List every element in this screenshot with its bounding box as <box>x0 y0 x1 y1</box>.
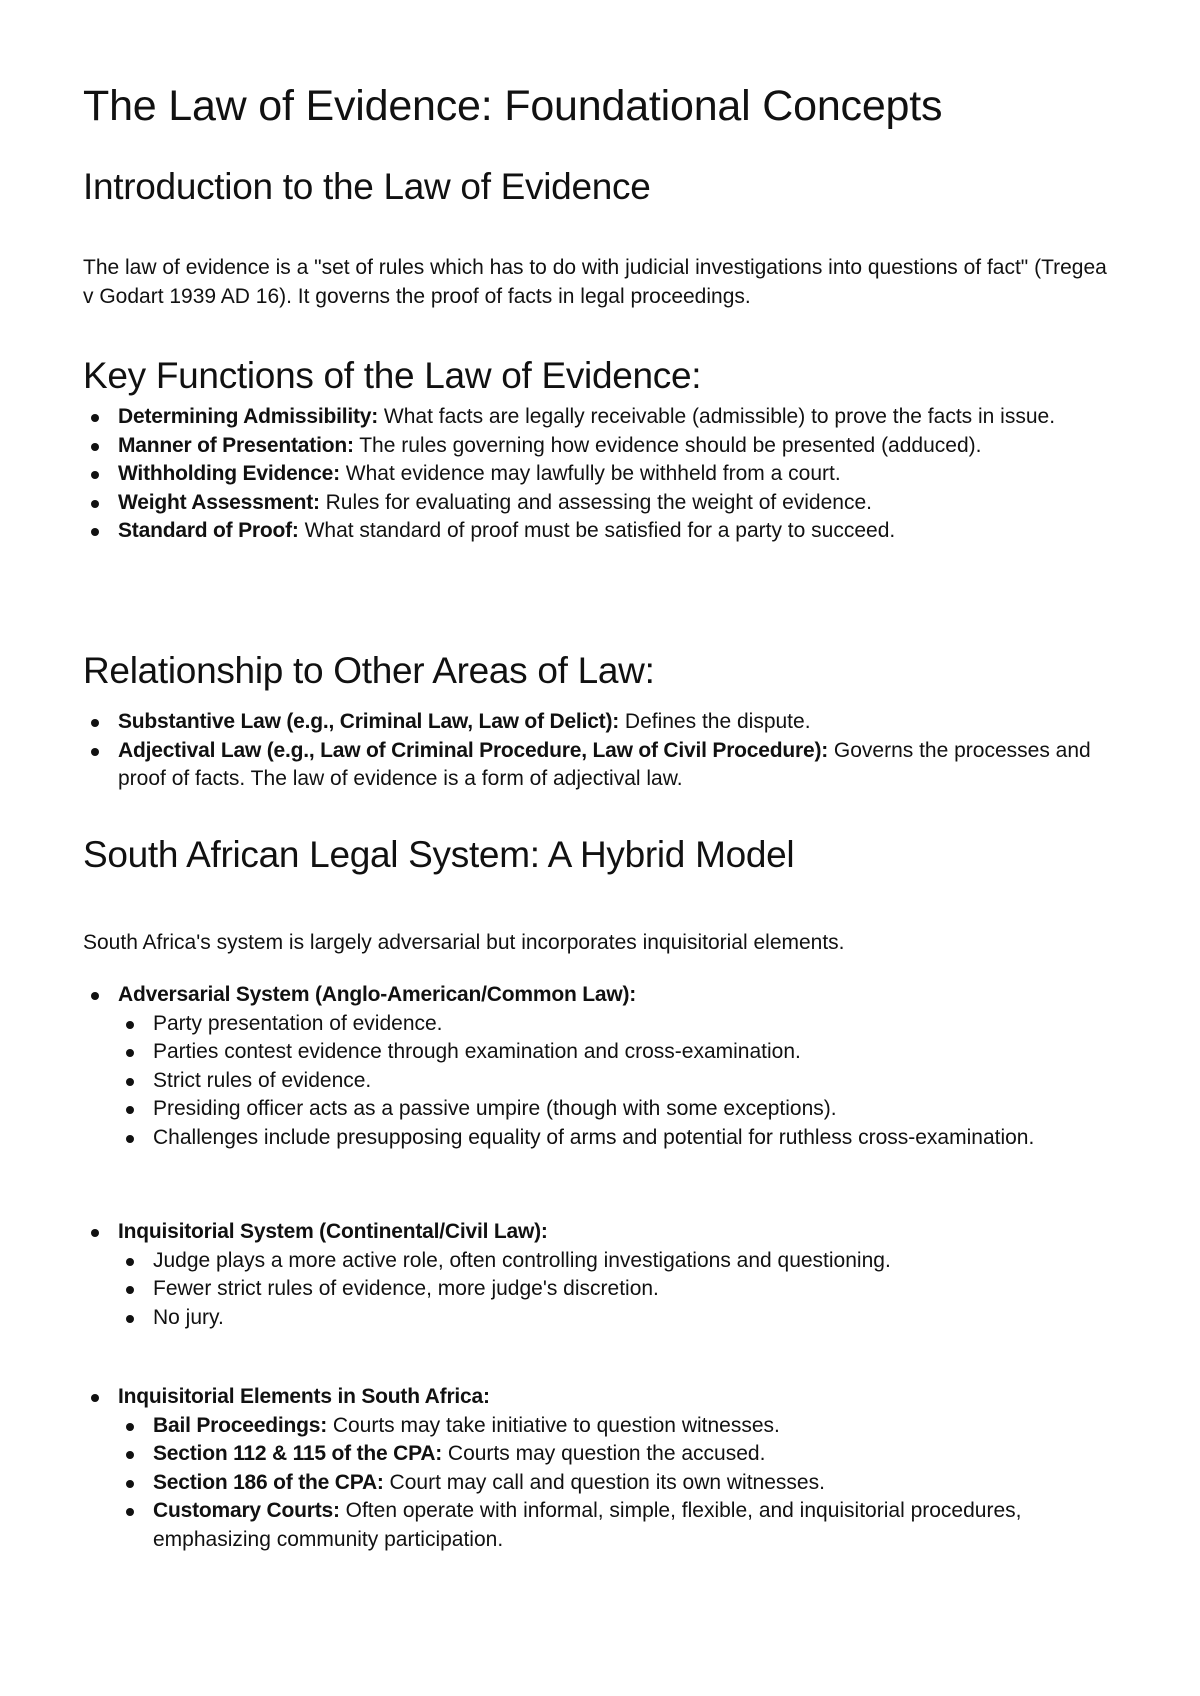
sublist-item: Parties contest evidence through examination and cross-examination. <box>118 1038 1133 1067</box>
adversarial-sublist <box>118 1010 1133 1153</box>
sublist-item <box>118 1412 1133 1441</box>
sublist-item-text: Often operate with informal, simple, flexible, and inquisitorial procedures, emphasizing community participation. <box>153 1499 1022 1551</box>
sublist-item-term: Bail Proceedings: <box>153 1413 327 1437</box>
section-heading-relationship: Relationship to Other Areas of Law: <box>83 650 655 691</box>
list-item <box>83 708 1133 737</box>
list-item-term: Substantive Law (e.g., Criminal Law, Law of Delict): <box>118 710 620 733</box>
list-item-term: Standard of Proof: <box>118 519 299 542</box>
list-item-term: Inquisitorial System (Continental/Civil Law): <box>118 1220 548 1243</box>
sublist-item <box>118 1497 1133 1554</box>
section-heading-hybrid-model: South African Legal System: A Hybrid Model <box>83 834 795 875</box>
relationship-list <box>83 708 1133 794</box>
list-item-term: Adversarial System (Anglo-American/Common Law): <box>118 983 637 1006</box>
list-item-text: The rules governing how evidence should be presented (adduced). <box>353 433 982 457</box>
sublist-item: Party presentation of evidence. <box>118 1010 1133 1039</box>
sublist-item: No jury. <box>118 1304 1133 1333</box>
inquisitorial-sublist <box>118 1247 1133 1333</box>
sublist-item-term: Section 112 & 115 of the CPA: <box>153 1442 443 1465</box>
document-title: The Law of Evidence: Foundational Concepts <box>83 82 943 130</box>
list-item-term: Weight Assessment: <box>118 490 320 514</box>
adversarial-list <box>83 981 1133 1152</box>
inquisitorial-elements-sublist <box>118 1412 1133 1555</box>
sublist-item <box>118 1440 1133 1469</box>
sublist-item: Strict rules of evidence. <box>118 1067 1133 1096</box>
list-item <box>83 460 1133 489</box>
list-item-text: What facts are legally receivable (admissible) to prove the facts in issue. <box>378 405 1056 428</box>
list-item-term: Withholding Evidence: <box>118 462 340 485</box>
list-item <box>83 737 1133 794</box>
sublist-item: Challenges include presupposing equality of arms and potential for ruthless cross-examination. <box>118 1124 1133 1153</box>
sublist-item-text: Courts may question the accused. <box>442 1442 766 1465</box>
list-item-term: Manner of Presentation: <box>118 433 354 457</box>
list-item <box>83 981 1133 1152</box>
list-item-text: Rules for evaluating and assessing the weight of evidence. <box>319 490 872 514</box>
hybrid-intro-paragraph: South Africa's system is largely adversarial but incorporates inquisitorial elements. <box>83 931 845 954</box>
list-item-text: Governs the processes and proof of facts. The law of evidence is a form of adjectival law. <box>118 738 1091 790</box>
list-item-text: What evidence may lawfully be withheld from a court. <box>339 462 841 485</box>
key-functions-list <box>83 403 1133 546</box>
list-item <box>83 403 1133 432</box>
list-item <box>83 1383 1133 1554</box>
sublist-item-term: Customary Courts: <box>153 1499 340 1522</box>
inquisitorial-elements-list <box>83 1383 1133 1554</box>
section-heading-introduction: Introduction to the Law of Evidence <box>83 166 651 207</box>
sublist-item: Judge plays a more active role, often controlling investigations and questioning. <box>118 1247 1133 1276</box>
list-item <box>83 517 1133 546</box>
inquisitorial-list <box>83 1218 1133 1332</box>
introduction-paragraph: The law of evidence is a "set of rules which has to do with judicial investigations into questions of fact" (Tregea v Godart 1939 AD 16). It governs the proof of facts in legal proceedings. <box>83 256 1107 308</box>
list-item <box>83 489 1133 518</box>
sublist-item-term: Section 186 of the CPA: <box>153 1470 384 1494</box>
sublist-item: Presiding officer acts as a passive umpire (though with some exceptions). <box>118 1095 1133 1124</box>
sublist-item <box>118 1469 1133 1498</box>
section-heading-key-functions: Key Functions of the Law of Evidence: <box>83 355 702 396</box>
sublist-item-text: Courts may take initiative to question witnesses. <box>326 1413 780 1437</box>
sublist-item: Fewer strict rules of evidence, more judge's discretion. <box>118 1275 1133 1304</box>
list-item-text: What standard of proof must be satisfied for a party to succeed. <box>298 519 896 542</box>
list-item-term: Determining Admissibility: <box>118 405 379 428</box>
list-item <box>83 1218 1133 1332</box>
list-item <box>83 432 1133 461</box>
sublist-item-text: Court may call and question its own witnesses. <box>383 1470 825 1494</box>
list-item-term: Inquisitorial Elements in South Africa: <box>118 1385 490 1408</box>
list-item-term: Adjectival Law (e.g., Law of Criminal Procedure, Law of Civil Procedure): <box>118 738 829 762</box>
list-item-text: Defines the dispute. <box>619 710 811 733</box>
